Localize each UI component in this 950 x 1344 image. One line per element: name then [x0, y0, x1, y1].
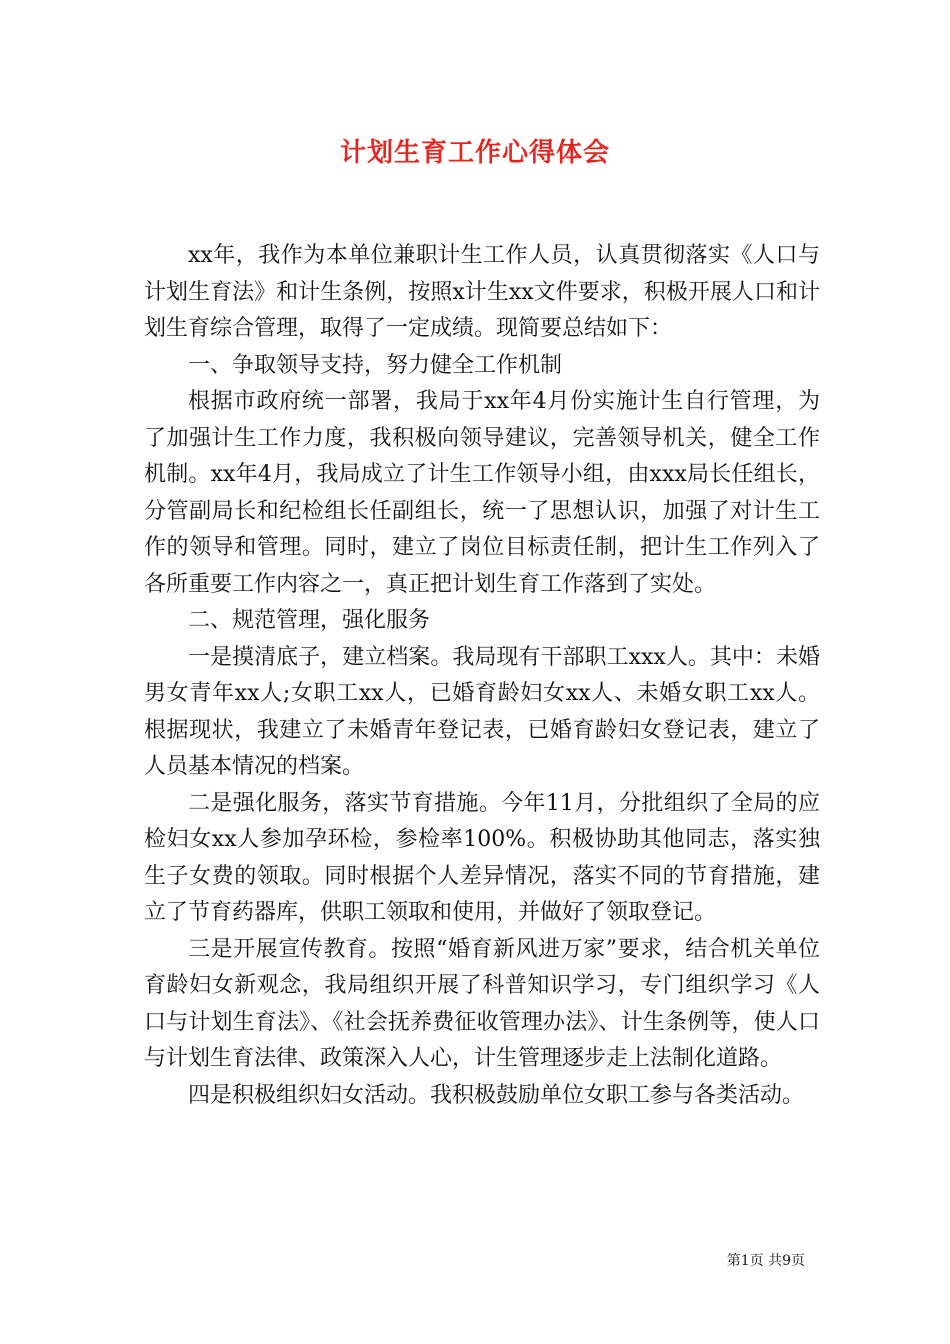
paragraph-leadership: 根据市政府统一部署，我局于xx年4月份实施计生自行管理，为了加强计生工作力度，我积极向领导建议，完善领导机关，健全工作机制。xx年4月，我局成立了计生工作领导小组，由xxx局长任组长，分管副局长和纪检组长任副组长，统一了思想认识，加强了对计生工作的领导和管理。同时，建立了岗位目标责任制，把计生工作列入了各所重要工作内容之一，真正把计划生育工作落到了实处。	[144, 389, 820, 597]
paragraph-intro: xx年，我作为本单位兼职计生工作人员，认真贯彻落实《人口与计划生育法》和计生条例，按照x计生xx文件要求，积极开展人口和计划生育综合管理，取得了一定成绩。现简要总结如下：	[144, 243, 820, 341]
page-number: 第1页 共9页	[726, 1253, 805, 1269]
section-heading-2: 二、规范管理，强化服务	[188, 608, 431, 633]
document-body	[144, 238, 820, 1114]
paragraph-activities: 四是积极组织妇女活动。我积极鼓励单位女职工参与各类活动。	[188, 1082, 805, 1108]
document-title: 计划生育工作心得体会	[339, 138, 610, 168]
paragraph-archives: 一是摸清底子，建立档案。我局现有干部职工xxx人。其中：未婚男女青年xx人;女职工xx人，已婚育龄妇女xx人、未婚女职工xx人。根据现状，我建立了未婚青年登记表，已婚育龄妇女登记表，建立了人员基本情况的档案。	[144, 644, 820, 779]
paragraph-services: 二是强化服务，落实节育措施。今年11月，分批组织了全局的应检妇女xx人参加孕环检，参检率100%。积极协助其他同志，落实独生子女费的领取。同时根据个人差异情况，落实不同的节育措施，建立了节育药器库，供职工领取和使用，并做好了领取登记。	[144, 790, 820, 925]
section-heading-1: 一、争取领导支持，努力健全工作机制	[188, 352, 563, 378]
paragraph-education: 三是开展宣传教育。按照“婚育新风进万家”要求，结合机关单位育龄妇女新观念，我局组织开展了科普知识学习，专门组织学习《人口与计划生育法》、《社会抚养费征收管理办法》、计生条例等，使人口与计划生育法律、政策深入人心，计生管理逐步走上法制化道路。	[144, 936, 820, 1071]
